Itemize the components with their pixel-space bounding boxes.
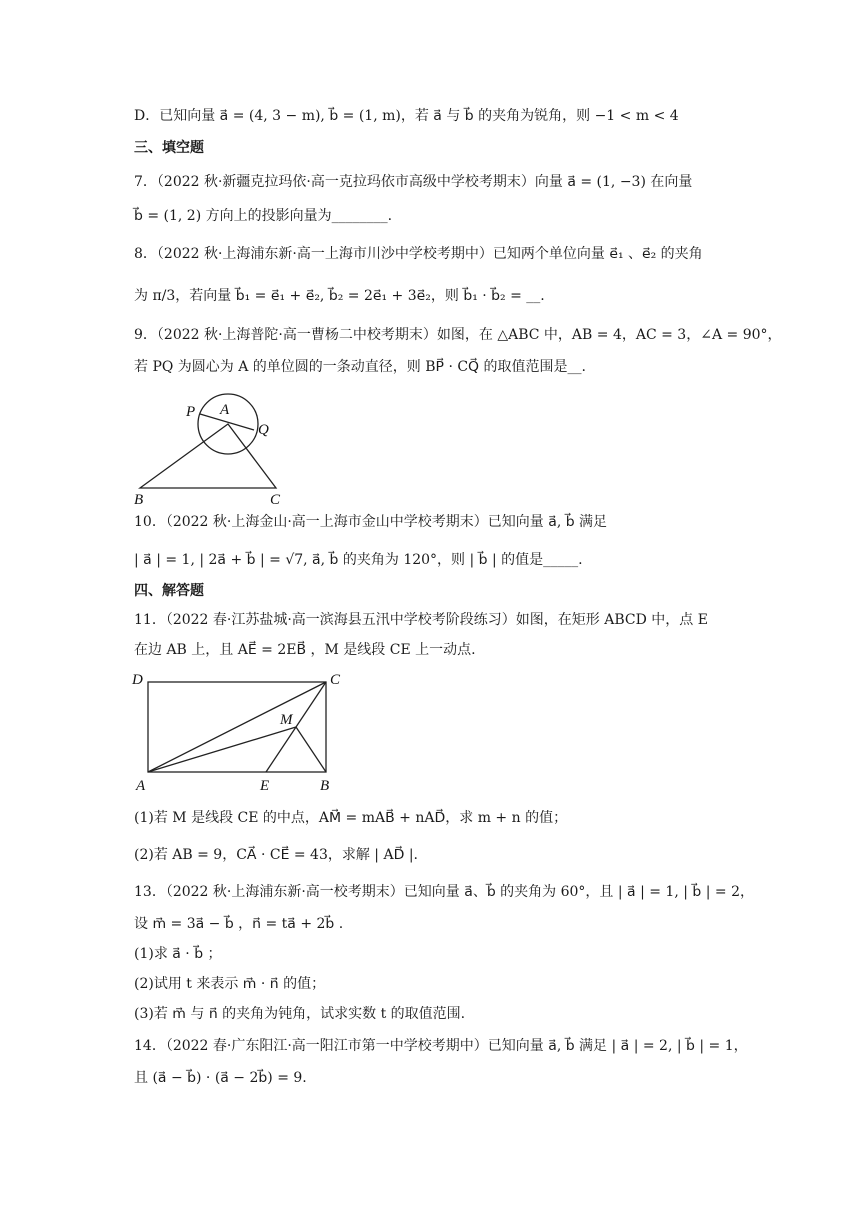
- segment-ac: [148, 682, 326, 772]
- label-p: P: [186, 404, 196, 420]
- label-m: M: [280, 712, 293, 728]
- q10-line-1: 10．（2022 秋·上海金山·高一上海市金山中学校考期末）已知向量 a⃗, b⃗ 满足: [134, 514, 608, 530]
- label-e: E: [260, 778, 270, 794]
- triangle-abc: [140, 424, 276, 488]
- q13-part-1: (1)求 a⃗ · b⃗ ；: [134, 946, 222, 962]
- segment-am: [148, 727, 296, 772]
- label-b2: B: [320, 778, 330, 794]
- q9-figure-triangle-circle: [128, 388, 298, 508]
- q11-figure-rectangle: [128, 666, 358, 794]
- q7-line-2: b⃗ = (1, 2) 方向上的投影向量为________.: [134, 208, 393, 224]
- q13-part-3: (3)若 m⃗ 与 n⃗ 的夹角为钝角，试求实数 t 的取值范围.: [134, 1006, 466, 1022]
- section-fill-blank-heading: 三、填空题: [134, 140, 204, 156]
- q11-line-2: 在边 AB 上，且 AE⃗ = 2EB⃗ ，M 是线段 CE 上一动点.: [134, 642, 476, 658]
- q8-line-2: 为 π/3，若向量 b⃗₁ = e⃗₁ + e⃗₂, b⃗₂ = 2e⃗₁ + 3e⃗₂，则 b⃗₁ · b⃗₂ = __.: [134, 288, 545, 304]
- q13-part-2: (2)试用 t 来表示 m⃗ · n⃗ 的值；: [134, 976, 326, 992]
- q8-line-1: 8．（2022 秋·上海浦东新·高一上海市川沙中学校考期中）已知两个单位向量 e⃗₁ 、e⃗₂ 的夹角: [134, 246, 703, 262]
- q14-line-2: 且 (a⃗ − b⃗) · (a⃗ − 2b⃗) = 9.: [134, 1070, 307, 1086]
- q7-line-1: 7．（2022 秋·新疆克拉玛依·高一克拉玛依市高级中学校考期末）向量 a⃗ = (1, −3) 在向量: [134, 174, 693, 190]
- section-answer-heading: 四、解答题: [134, 583, 204, 599]
- label-a: A: [220, 402, 230, 418]
- label-c2: C: [330, 672, 341, 688]
- q11-part-1: (1)若 M 是线段 CE 的中点，AM⃗ = mAB⃗ + nAD⃗，求 m + n 的值；: [134, 810, 568, 826]
- option-d-line: D．已知向量 a⃗ = (4, 3 − m), b⃗ = (1, m)，若 a⃗ 与 b⃗ 的夹角为锐角，则 −1 < m < 4: [134, 108, 679, 124]
- label-b: B: [134, 492, 144, 508]
- q9-line-1: 9．（2022 秋·上海普陀·高一曹杨二中校考期末）如图，在 △ABC 中，AB = 4，AC = 3，∠A = 90°，: [134, 327, 782, 343]
- q11-line-1: 11．（2022 春·江苏盐城·高一滨海县五汛中学校考阶段练习）如图，在矩形 ABCD 中，点 E: [134, 612, 708, 628]
- segment-mb: [296, 727, 326, 772]
- q9-line-2: 若 PQ 为圆心为 A 的单位圆的一条动直径，则 BP⃗ · CQ⃗ 的取值范围是__.: [134, 359, 586, 375]
- label-d: D: [132, 672, 143, 688]
- q13-line-1: 13．（2022 秋·上海浦东新·高一校考期末）已知向量 a⃗、b⃗ 的夹角为 60°，且 | a⃗ | = 1, | b⃗ | = 2，: [134, 884, 754, 900]
- label-c: C: [270, 492, 281, 508]
- q11-part-2: (2)若 AB = 9，CA⃗ · CE⃗ = 43，求解 | AD⃗ |.: [134, 847, 418, 863]
- label-a2: A: [136, 778, 146, 794]
- q13-line-2: 设 m⃗ = 3a⃗ − b⃗ ，n⃗ = ta⃗ + 2b⃗ .: [134, 916, 344, 932]
- q14-line-1: 14．（2022 春·广东阳江·高一阳江市第一中学校考期中）已知向量 a⃗, b⃗ 满足 | a⃗ | = 2, | b⃗ | = 1，: [134, 1038, 748, 1054]
- q10-line-2: | a⃗ | = 1, | 2a⃗ + b⃗ | = √7, a⃗, b⃗ 的夹角为 120°，则 | b⃗ | 的值是_____.: [134, 552, 583, 568]
- label-q: Q: [258, 422, 269, 438]
